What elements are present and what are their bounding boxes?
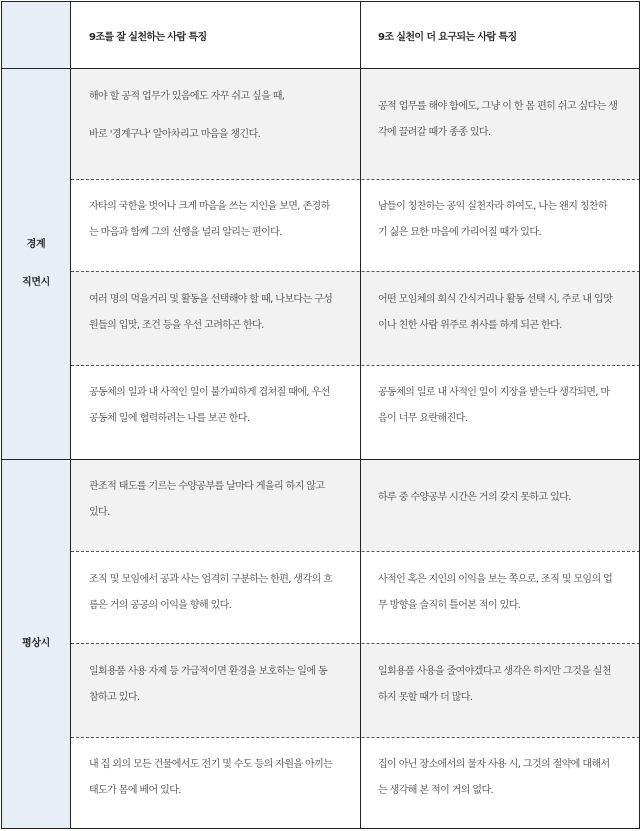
- cell-needs: [378, 659, 633, 711]
- cell-line: 원들의 입맛, 조건 등을 우선 고려하곤 한다.: [89, 320, 264, 331]
- cell-needs: [378, 752, 633, 804]
- cell-line: 기 싫은 묘한 마음에 가리어질 때가 있다.: [378, 227, 542, 238]
- cell-line: 바로 '경계구나' 알아차리고 마음을 챙긴다.: [89, 129, 261, 140]
- cell-line: 내 집 외의 모든 건물에서도 전기 및 수도 등의 자원을 아끼는: [89, 759, 333, 770]
- cell-line: 사적인 혹은 지인의 이익을 보는 쪽으로, 조직 및 모임의 업: [378, 574, 613, 585]
- cell-line: 공동체의 일과 내 사적인 일이 불가피하게 겹쳐질 때에, 우선: [89, 387, 330, 398]
- cell-line: 해야 할 공적 업무가 있음에도 자꾸 쉬고 싶을 때,: [89, 91, 285, 102]
- group-label-line: 평상시: [21, 638, 51, 649]
- cell-line: 하지 못할 때가 더 많다.: [378, 692, 473, 703]
- side-column-divider: [70, 1, 71, 829]
- row-divider: [71, 643, 640, 644]
- middle-column-divider: [360, 1, 361, 829]
- cell-needs: [378, 194, 633, 246]
- cell-good: [89, 380, 351, 432]
- cell-line: 각에 끌려갈 때가 종종 있다.: [378, 127, 491, 138]
- cell-needs: [378, 567, 633, 619]
- cell-line: 자타의 국한을 벗어나 크게 마음을 쓰는 지인을 보면, 존경하: [89, 201, 330, 212]
- cell-line: 음이 너무 요란해진다.: [378, 413, 468, 424]
- cell-line: 참하고 있다.: [89, 692, 140, 703]
- column-header-needs: 9조 실천이 더 요구되는 사람 특징: [378, 31, 517, 43]
- cell-line: 태도가 몸에 베어 있다.: [89, 785, 181, 796]
- cell-needs: [378, 380, 633, 432]
- group-divider: [1, 459, 640, 460]
- cell-needs: [378, 485, 633, 511]
- table-border-bottom: [1, 828, 640, 829]
- cell-line: 남들이 칭찬하는 공익 실천자라 하여도, 나는 왠지 칭찬하: [378, 201, 608, 212]
- cell-good: [89, 194, 351, 246]
- row-divider: [71, 737, 640, 738]
- column-header-good: 9조를 잘 실천하는 사람 특징: [89, 31, 207, 43]
- cell-line: 집이 아닌 장소에서의 물자 사용 시, 그것의 절약에 대해서: [378, 759, 610, 770]
- cell-line: 무 방향을 슬직히 틀어본 적이 있다.: [378, 600, 521, 611]
- group-label-normal: [1, 459, 71, 829]
- cell-line: 관조적 태도를 기르는 수양공부를 날마다 게을리 하지 않고: [89, 481, 325, 492]
- table-border-left: [1, 1, 2, 829]
- cell-line: 공적 업무를 해야 함에도, 그냥 이 한 몸 편히 쉬고 싶다는 생: [378, 101, 618, 112]
- cell-good: [89, 659, 351, 711]
- cell-line: 여러 명의 먹을거리 및 활동을 선택해야 할 때, 나보다는 구성: [89, 294, 333, 305]
- cell-line: 공동체 일에 협력하려는 나를 보곤 한다.: [89, 413, 250, 424]
- cell-line: 이나 친한 사람 위주로 취사를 하게 되곤 한다.: [378, 320, 562, 331]
- cell-good: [89, 752, 351, 804]
- group-label-line: 경계: [26, 239, 46, 250]
- comparison-table: [1, 1, 640, 829]
- cell-line: 일회용품 사용을 줄여야겠다고 생각은 하지만 그것을 실천: [378, 666, 611, 677]
- cell-line: 있다.: [89, 507, 110, 518]
- cell-good: [89, 84, 351, 148]
- cell-line: 조직 및 모임에서 공과 사는 엄격히 구분하는 한편, 생각의 흐: [89, 574, 333, 585]
- header-divider: [1, 68, 640, 69]
- table-border-top: [1, 1, 640, 2]
- table-border-right: [639, 1, 640, 829]
- cell-line: 름은 거의 공공의 이익을 향해 있다.: [89, 600, 232, 611]
- cell-line: 는 생각해 본 적이 거의 없다.: [378, 785, 494, 796]
- cell-needs: [378, 287, 633, 339]
- group-label-line: 직면시: [21, 277, 51, 288]
- row-divider: [71, 179, 640, 180]
- cell-good: [89, 287, 351, 339]
- cell-line: 하루 중 수양공부 시간은 거의 갖지 못하고 있다.: [378, 492, 571, 503]
- cell-good: [89, 567, 351, 619]
- cell-line: 공동체의 일로 내 사적인 일이 지장을 받는다 생각되면, 마: [378, 387, 610, 398]
- cell-good: [89, 474, 351, 526]
- cell-line: 는 마음과 함께 그의 선행을 널리 알리는 편이다.: [89, 227, 282, 238]
- cell-needs: [378, 94, 633, 146]
- cell-line: 어떤 모임체의 회식 간식거리나 활동 선택 시, 주로 내 입맛: [378, 294, 613, 305]
- cell-line: 일회용품 사용 자제 등 가급적이면 환경을 보호하는 일에 동: [89, 666, 328, 677]
- row-divider: [71, 365, 640, 366]
- group-label-boundary: [1, 69, 71, 459]
- row-divider: [71, 271, 640, 272]
- row-divider: [71, 551, 640, 552]
- header-corner-cell: [1, 1, 71, 69]
